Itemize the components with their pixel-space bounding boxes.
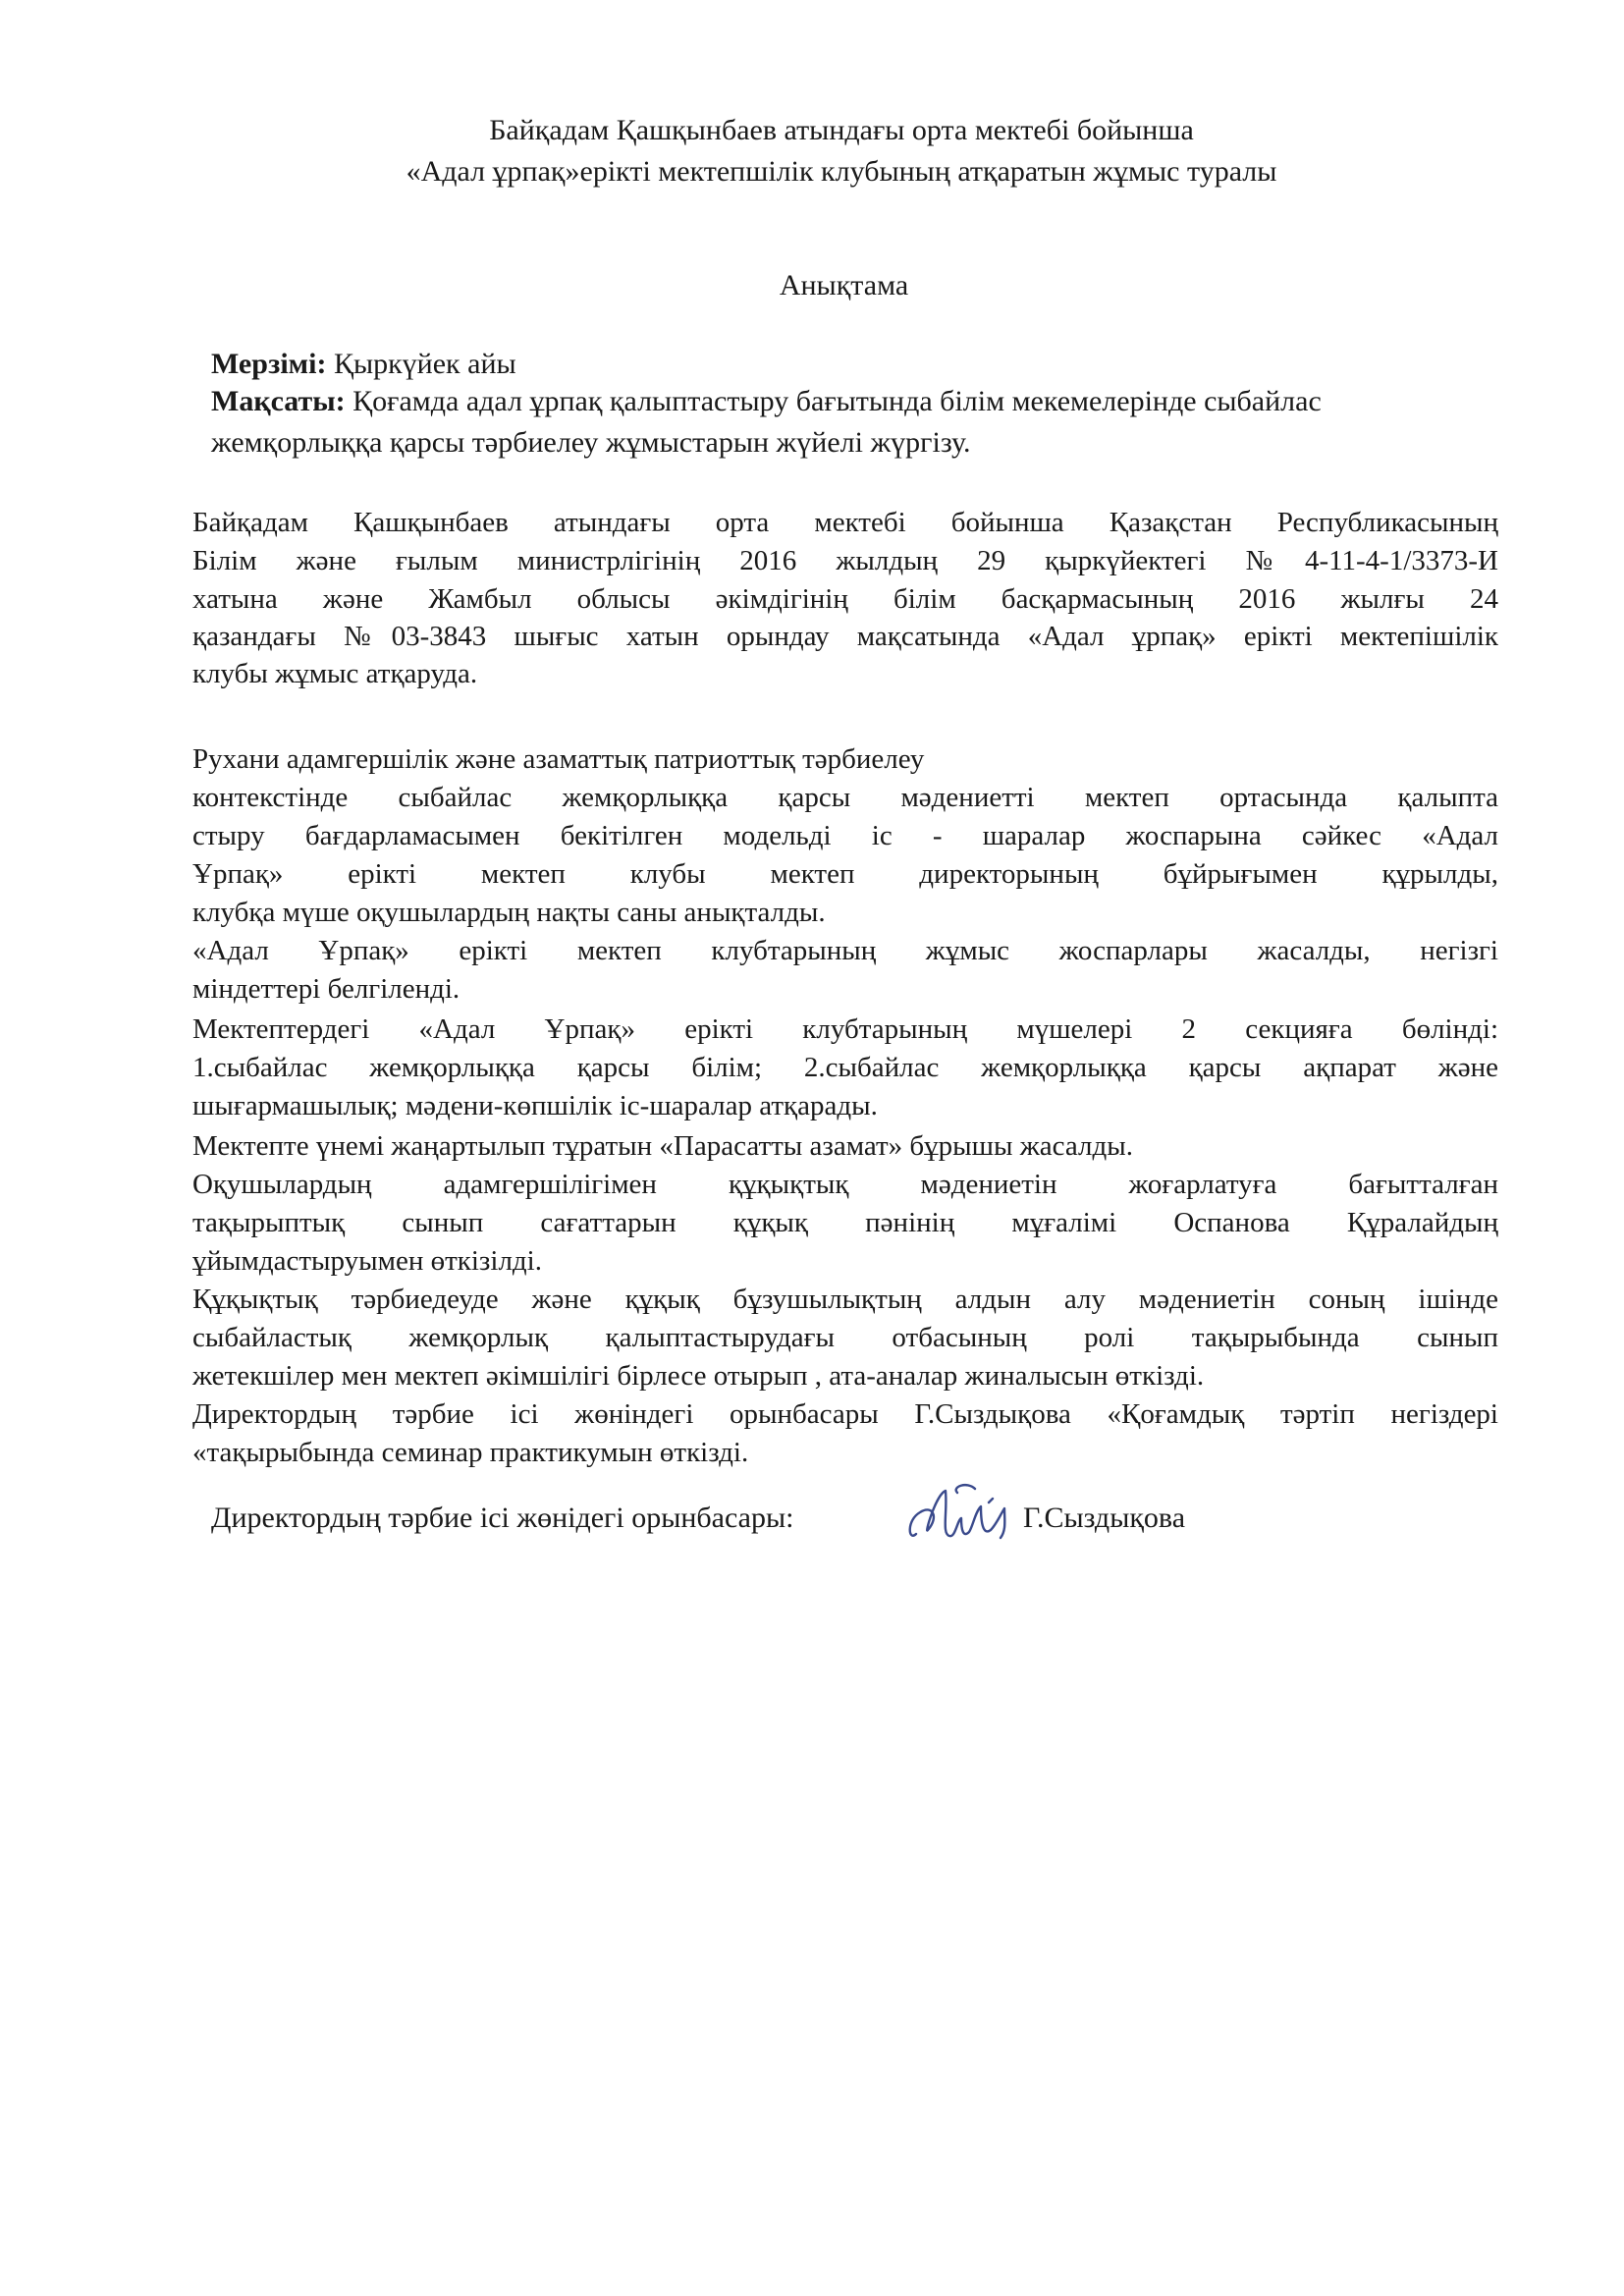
body-line: Ұрпақ» ерікті мектеп клубы мектеп директорының бұйрығымен құрылды, [192, 858, 1498, 890]
body-line: Мектепте үнемі жаңартылып тұратын «Парасатты азамат» бұрышы жасалды. [192, 1130, 1133, 1162]
body-line: Құқықтық тәрбиедеуде және құқық бұзушылықтың алдын алу мәдениетін соның ішінде [192, 1284, 1498, 1315]
body-line: клубқа мүше оқушылардың нақты саны анықталды. [192, 897, 826, 928]
body-line: клубы жұмыс атқаруда. [192, 658, 478, 689]
handwritten-signature [898, 1473, 1026, 1561]
body-line: хатына және Жамбыл облысы әкімдігінің білім басқармасының 2016 жылғы 24 [192, 583, 1498, 615]
goal-line [211, 381, 1322, 422]
body-line: Мектептердегі «Адал Ұрпақ» ерікті клубтарының мүшелері 2 секцияға бөлінді: [192, 1013, 1498, 1045]
body-line: Директордың тәрбие ісі жөніндегі орынбасары Г.Сыздықова «Қоғамдық тәртіп негіздері [192, 1398, 1498, 1430]
body-line: сыбайластық жемқорлық қалыптастырудағы отбасының ролі тақырыбында сынып [192, 1322, 1498, 1353]
body-line: 1.сыбайлас жемқорлыққа қарсы білім; 2.сыбайлас жемқорлыққа қарсы ақпарат және [192, 1052, 1498, 1083]
goal-value-1: Қоғамда адал ұрпақ қалыптастыру бағытында білім мекемелерінде сыбайлас [345, 385, 1322, 417]
body-line: Байқадам Қашқынбаев атындағы орта мектебі бойынша Қазақстан Республикасының [192, 507, 1498, 538]
body-line: ұйымдастыруымен өткізілді. [192, 1245, 542, 1277]
goal-value-2: жемқорлыққа қарсы тәрбиелеу жұмыстарын жүйелі жүргізу. [211, 426, 971, 459]
body-line: стыру бағдарламасымен бекітілген модельді іс - шаралар жоспарына сәйкес «Адал [192, 820, 1498, 851]
body-line: Рухани адамгершілік және азаматтық патриоттық тәрбиелеу [192, 743, 925, 775]
body-line: тақырыптық сынып сағаттарын құқық пәнінің мұғалімі Оспанова Құралайдың [192, 1207, 1498, 1238]
body-line: Білім және ғылым министрлігінің 2016 жылдың 29 қыркүйектегі №4-11-4-1/3373-И [192, 545, 1498, 576]
body-line: контекстінде сыбайлас жемқорлыққа қарсы мәдениетті мектеп ортасында қалыпта [192, 782, 1498, 813]
body-line: міндеттері белгіленді. [192, 973, 460, 1005]
body-line: Оқушылардың адамгершілігімен құқықтық мәдениетін жоғарлатуға бағытталған [192, 1169, 1498, 1200]
body-line: шығармашылық; мәдени-көпшілік іс-шаралар атқарады. [192, 1090, 878, 1121]
header-line-1: Байқадам Қашқынбаев атындағы орта мектебі бойынша [489, 114, 1194, 146]
signature-name: Г.Сыздықова [1023, 1502, 1186, 1534]
signature-label: Директордың тәрбие ісі жөнідегі орынбасары: [211, 1502, 794, 1534]
body-line: «тақырыбында семинар практикумын өткізді. [192, 1437, 749, 1468]
goal-label: Мақсаты: [211, 385, 346, 417]
body-line: қазандағы №03-3843 шығыс хатын орындау мақсатында «Адал ұрпақ» ерікті мектепішілік [192, 621, 1498, 652]
document-title: Анықтама [779, 269, 909, 301]
body-line: жетекшілер мен мектеп әкімшілігі бірлесе отырып , ата-аналар жиналысын өткізді. [192, 1360, 1205, 1392]
body-line: «Адал Ұрпақ» ерікті мектеп клубтарының жұмыс жоспарлары жасалды, негізгі [192, 935, 1498, 966]
term-line [211, 344, 516, 385]
term-value: Қыркүйек айы [326, 348, 516, 380]
term-label: Мерзімі: [211, 348, 327, 380]
header-line-2: «Адал ұрпақ»ерікті мектепшілік клубының атқаратын жұмыс туралы [406, 155, 1277, 188]
goal-line-2 [211, 422, 971, 464]
